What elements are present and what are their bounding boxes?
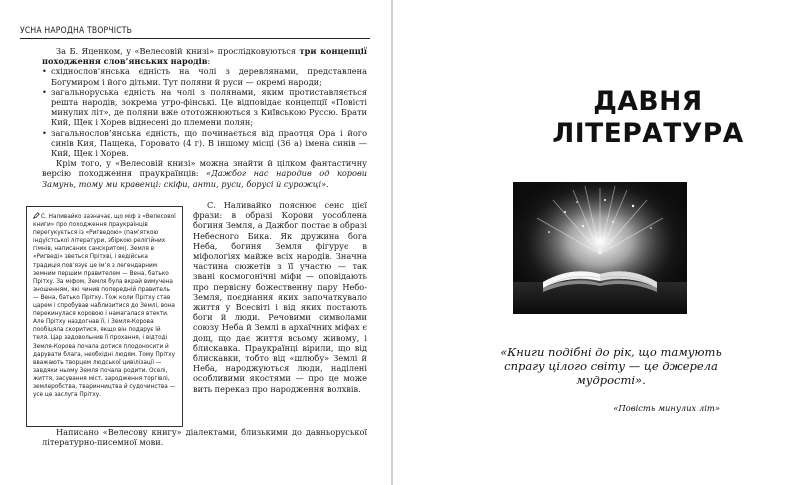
intro-lead: За Б. Яценком, у «Велесовій книзі» прослідковуються xyxy=(56,46,300,56)
right-column-text: С. Наливайко пояснює сенс цієї фрази: в образі Корови уособлена богиня Земля, а Дажбог постає в образі Небесного Бика. Як дружина бога Неба, богиня Земля фігурує в міфологіях майже всіх народів. Значна частина сюжетів з її участю — так звані космогонічні міфи — оповідають про первісну божественну пару Небо-Земля, поєднання яких започаткувало життя у Всесвіті і від яких постають боги й люди. Речовими символами союзу Неба й Землі в архаїчних міфах є дощ, що дає життя всьому живому, і блискавка. Праукраїнці вірили, що від блискавки, тобто від «шлюбу» Землі й Неба, народжуються люди, наділені особливими якостями — про це може вить переказ про народження волхвів. xyxy=(193,200,367,394)
sidebar-note-box xyxy=(26,206,183,427)
sidebar-note xyxy=(33,212,176,398)
paragraph-krim xyxy=(42,158,367,189)
concept-item: • загальнослов’янська єдність, що починається від праотця Ора і його синів Кия, Пащека, Горовато (4 г). В іншому місці (36 а) імена синів — Кий, Щек і Хорев. xyxy=(42,128,367,159)
glowing-book-illustration xyxy=(513,182,687,314)
concept-item: • загальноруська єдність на чолі з полянами, яким протиставляється решта народів, зокрема угро-фінські. Це відповідає концепції «Повісті минулих літ», де поляни вже ототожнюються з Київською Руссю. Брати Кий, Щек і Хорев віднесені до племени полян; xyxy=(42,87,367,128)
epigraph-source: «Повість минулих літ» xyxy=(613,403,720,413)
paragraph-krim-end: . xyxy=(326,178,329,189)
concepts-list xyxy=(42,66,367,158)
closing-block xyxy=(42,427,367,447)
intro-lead-bold: три концепції походження слов’янських народів xyxy=(42,46,367,67)
closing-paragraph: Написано «Велесову книгу» діалектами, близькими до давньоруської літературно-писемної мови. xyxy=(42,427,367,448)
right-column-paragraph xyxy=(193,200,367,394)
intro-paragraph xyxy=(42,46,367,66)
chapter-title xyxy=(548,86,748,150)
sidebar-note-text: С. Наливайко зазначає, що міф з «Велесової книги» про походження праукраїнців перегукується із «Ригведою» (пам’яткою індуїстської літератури, збіркою релігійних гімнів, написаних санскритом). Земля в «Ригведі» зветься Прітхві, і ведійська традиція пов’язує це ім’я з легендарним земним першим правителем — Вена, батько Прітху. За міфом, Земля була вкрай вимучена зношенням, які чинив попередній правитель — Вена, батько Прітху. Тож коли Прітху став царем і спробував наблизитися до Землі, вона перекинулася коровою і намагалася втекти. Але Прітху наздогнав її, і Земля-Корова пообіцяла скоритися, якщо він подарує їй теля. Цар задовольнив її прохання, і відтоді Земля-Корова почала дотися плодоносити й дарувати блага, необхідні людям. Тому Прітху вважають творцем людської цивілізації — завдяки ньому Земля почала родити. Оселі, життя, засування міст, зародження торгівлі, землеробства, тваринництва й судочинства — усе це заслуга Прітху. xyxy=(33,212,176,399)
paragraph-krim-quote: «Дажбог нас народив од корови Замунь, тому ми кравенці: скіфи, анти, руси, борусі й сурожці» xyxy=(42,168,367,189)
running-header: УСНА НАРОДНА ТВОРЧІСТЬ xyxy=(20,26,370,39)
left-page xyxy=(0,0,391,485)
epigraph-quote: «Книги подібні до рік, що тамують спрагу цілого світу — це джерела мудрості». xyxy=(500,345,722,387)
intro-block xyxy=(42,46,367,189)
chapter-title-line-1: ДАВНЯ xyxy=(593,86,703,117)
chapter-title-line-2: ЛІТЕРАТУРА xyxy=(552,118,744,149)
paragraph-krim-text: Крім того, у «Велесовій книзі» можна знайти й цілком фантастичну версію походження праукраїнців: xyxy=(42,158,367,179)
concept-item: • східнослов’янська єдність на чолі з деревлянами, представлена Богумиром і його дітьми. Тут поляни й руси — окремі народи; xyxy=(42,66,367,86)
pen-nib-icon xyxy=(33,212,40,219)
intro-lead-end: : xyxy=(207,56,211,67)
